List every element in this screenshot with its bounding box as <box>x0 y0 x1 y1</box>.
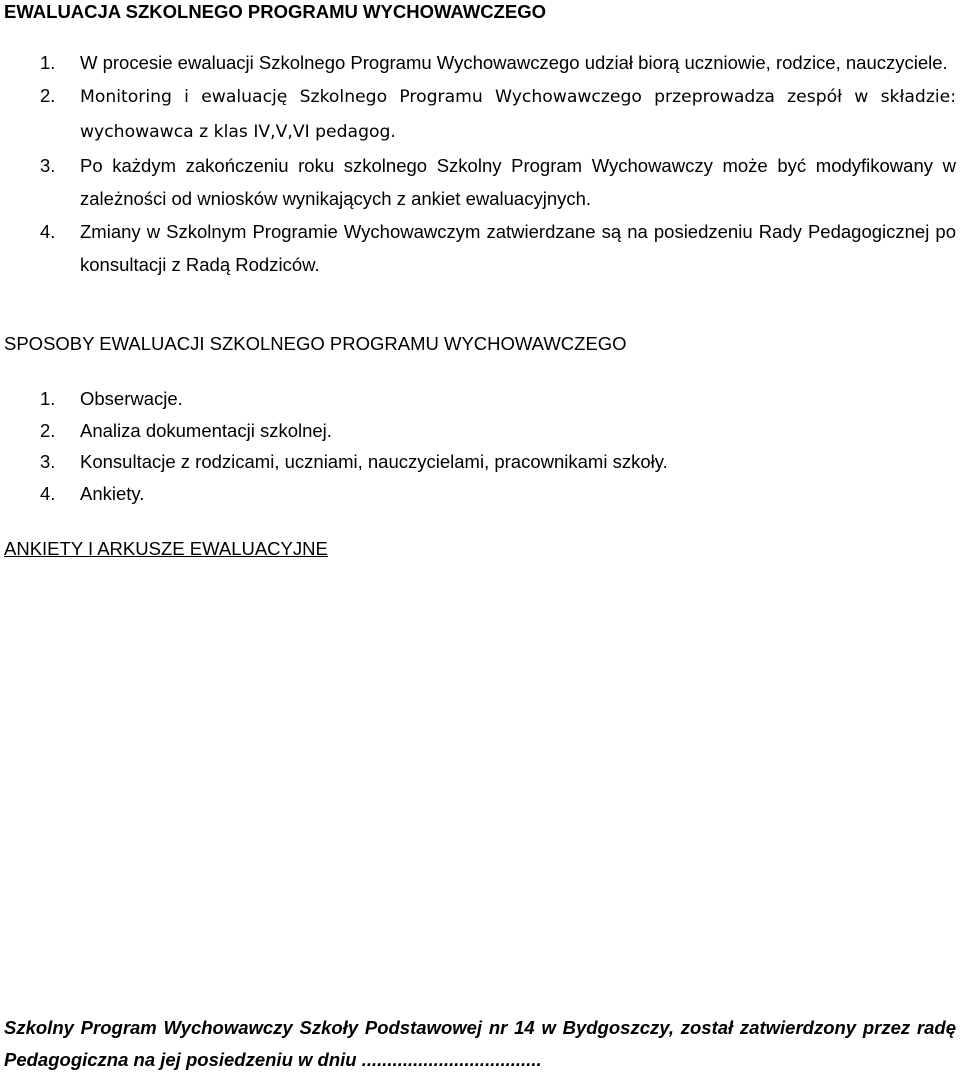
list-item <box>4 46 956 79</box>
list-item-text: W procesie ewaluacji Szkolnego Programu Wychowawczego udział biorą uczniowie, rodzice, nauczyciele. <box>80 52 948 73</box>
list-item-number: 1. <box>40 388 56 409</box>
list-item <box>4 446 956 478</box>
list-item-text: Zmiany w Szkolnym Programie Wychowawczym zatwierdzane są na posiedzeniu Rady Pedagogicznej po konsultacji z Radą Rodziców. <box>80 221 956 275</box>
evaluation-methods-heading: SPOSOBY EWALUACJI SZKOLNEGO PROGRAMU WYCHOWAWCZEGO <box>4 333 627 354</box>
surveys-heading: ANKIETY I ARKUSZE EWALUACYJNE <box>4 538 328 559</box>
evaluation-methods-list <box>4 383 956 509</box>
document-title: EWALUACJA SZKOLNEGO PROGRAMU WYCHOWAWCZEGO <box>4 1 546 22</box>
list-item-number: 3. <box>40 451 56 472</box>
list-item-text: Konsultacje z rodzicami, uczniami, nauczycielami, pracownikami szkoły. <box>80 451 668 472</box>
evaluation-process-list <box>4 46 956 281</box>
list-item-number: 1. <box>40 52 56 73</box>
list-item <box>4 149 956 215</box>
list-item-number: 2. <box>40 85 56 106</box>
list-item <box>4 79 956 149</box>
list-item-text: Monitoring i ewaluację Szkolnego Programu Wychowawczego przeprowadza zespół w składzie: wychowawca z klas IV,V,VI pedagog. <box>80 87 956 142</box>
list-item-number: 4. <box>40 221 56 242</box>
list-item <box>4 215 956 281</box>
list-item <box>4 478 956 510</box>
list-item <box>4 383 956 415</box>
list-item-text: Analiza dokumentacji szkolnej. <box>80 419 332 441</box>
list-item-number: 2. <box>40 419 56 441</box>
list-item-number: 4. <box>40 482 56 504</box>
list-item <box>4 415 956 447</box>
approval-statement: Szkolny Program Wychowawczy Szkoły Podstawowej nr 14 w Bydgoszczy, został zatwierdzony przez radę Pedagogiczna na jej posiedzeniu w dniu ................................... <box>4 1017 956 1070</box>
list-item-text: Ankiety. <box>80 482 145 504</box>
list-item-text: Po każdym zakończeniu roku szkolnego Szkolny Program Wychowawczy może być modyfikowany w zależności od wniosków wynikających z ankiet ewaluacyjnych. <box>80 155 956 209</box>
list-item-text: Obserwacje. <box>80 388 183 409</box>
list-item-number: 3. <box>40 155 56 176</box>
